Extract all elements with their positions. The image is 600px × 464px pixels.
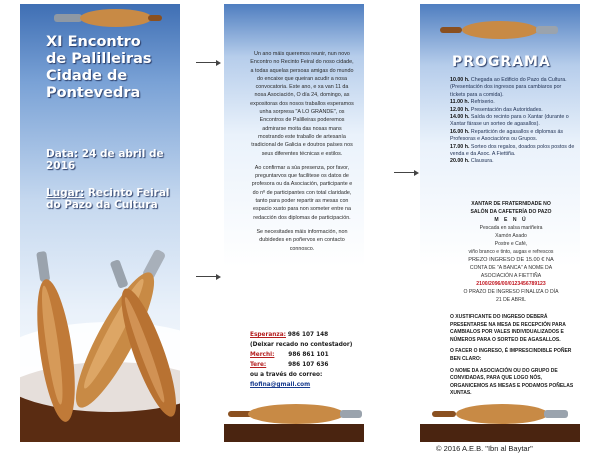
deadline-line: O PRAZO DE INGRESO FINALIZA O DÍA [463,289,559,295]
note-paragraph: O FACER O INGRESO, É IMPRESCINDIBLE POÑER BEN CLARO: [450,348,572,362]
brochure-program-panel [420,4,580,442]
schedule-list [450,77,575,166]
schedule-text: Chegada ao Edificio do Pazo da Cultura. (Presentación dos ingresos para cambiaros por tíckets para a comida). [450,77,567,98]
menu-item: Postre e Café, [494,241,528,247]
venue-value: Recinto Feiral do Pazo da Cultura [46,187,170,211]
schedule-text: Refrixerio. [470,99,495,106]
contact-value: ou a través do correo: [250,372,323,378]
contact-row [250,330,354,340]
copyright-notice: © 2016 A.E.B. "Ibn al Baytar" [436,444,533,453]
decorative-base [224,424,364,442]
event-venue [46,187,176,211]
event-date [46,148,176,172]
contact-label: Tere: [250,362,267,368]
bobbin-image [224,402,364,426]
schedule-time: 20.00 h. [450,158,470,165]
contact-label: Esperanza: [250,332,286,338]
schedule-text: Clausura. [470,158,494,165]
price-line: PREZO INGRESO DE 15.00 € NA [468,257,554,263]
schedule-item [450,77,575,99]
invitation-paragraph: Se necesitades máis información, non dubidedes en poñervos en contacto connosco. [256,228,348,252]
bank-account: 2100/2096/00/0123456789123 [476,281,546,287]
bobbin-image [440,18,560,42]
payment-notes [450,314,575,402]
bobbin-image [430,402,570,426]
contact-value: (Deixar recado no contestador) [250,342,353,348]
contact-row [250,380,354,390]
arrow-icon [196,276,218,277]
deadline-line: 21 DE ABRIL [495,297,526,303]
bobbins-illustration [20,240,180,440]
schedule-time: 10.00 h. [450,77,470,83]
contact-row [250,340,354,350]
menu-title: M E N Ú [494,217,528,223]
brochure-info-panel [224,4,364,442]
menu-heading: SALÓN DA CAFETERÍA DO PAZO [470,209,552,215]
note-paragraph: O NOME DA ASOCIACIÓN OU DO GRUPO DE CONVIDADAS, PARA QUE LOGO NÓS, ORGANICEMOS AS MESAS E PODAMOS POÑELAS XUNTAS. [450,367,574,397]
invitation-text [250,50,354,253]
venue-label: Lugar: [46,187,85,199]
title-line: XI Encontro [46,34,141,50]
schedule-text: Sorteo dos regalos, doados polos postos de venda e da Asoc. A Fiettiña. [450,143,575,158]
contact-value: 986 107 636 [288,362,329,368]
date-value: 24 de abril de 2016 [46,148,164,172]
contact-label: Merchi: [250,352,275,358]
contact-row [250,360,354,370]
event-title [46,34,176,102]
decorative-base [420,424,580,442]
program-title: PROGRAMA [452,54,551,70]
brochure-cover-panel [20,4,180,442]
title-line: Cidade de [46,68,128,84]
schedule-time: 12.00 h. [450,106,470,113]
price-line: ASOCIACIÓN A FIETTIÑA [480,273,542,279]
schedule-item [450,158,575,165]
menu-item: Xamón Asado [495,233,527,239]
contact-value: 986 107 148 [287,332,329,338]
title-line: Pontevedra [46,85,141,101]
date-label: Data: [46,148,79,160]
contact-email[interactable]: flofina@gmail.com [250,382,311,388]
arrow-icon [394,172,416,173]
contact-row [250,350,354,360]
arrow-icon [196,62,218,63]
schedule-item [450,99,575,106]
schedule-time: 14.00 h. [450,114,470,121]
contact-value: 986 861 101 [288,352,329,358]
schedule-time: 16.00 h. [450,128,470,135]
schedule-item [450,129,575,144]
schedule-item [450,107,575,114]
invitation-paragraph: Ao confirmar a súa presenza, por favor, preguntarvos que facilitese os datos de profesora ou da Asociación, participante e do nº de participantes con total claridade, tanto para poder repartir as mesas con espacio xusto para non someter entre na redacción dos diplomas de participación. [251,164,353,221]
schedule-text: Saída do recinto para o Xantar (durante o Xantar fárase un sorteo de agasallos). [450,114,569,128]
title-line: de Palilleiras [46,51,152,67]
lunch-menu [446,200,576,304]
menu-item: viño branco e tinto, augas e refrescos [468,249,554,255]
schedule-text: Repartición de agasallos e diplomas ás Profesoras e Asociacións ou Grupos. [450,128,564,143]
contact-row [250,370,354,380]
bobbin-image [54,4,164,30]
contact-list [250,330,354,390]
schedule-item [450,114,575,129]
note-paragraph: O XUSTIFICANTE DO INGRESO DEBERÁ PRESENTARSE NA MESA DE RECEPCIÓN PARA CAMBIALOS POR VALES INDIVIDUALIZADOS E NÚMEROS PARA O SORTEO DE AGASALLOS. [450,314,566,343]
invitation-paragraph: Un ano máis queremos reunir, nun novo Encontro no Recinto Feiral do noso cidade, a todas aquelas persoas amigas do mundo do encaixe que queiran acudir a nosa convocatoria. Este ano, e xa van 11 da nosa Asociación, O día 24, domingo, as expositoras dos nosos traballos esperamos unha sorpresa "A LO GRANDE", os Encontros de Palilleiras poderemos admirarse moita das nosas mans mostrando este traballo de artesanía tradicional de Galicia e doutros países nos seus diferentes técnicas e estilos. [250,51,354,157]
schedule-item [450,144,575,159]
schedule-time: 17.00 h. [450,143,470,150]
schedule-time: 11.00 h. [450,99,470,106]
menu-heading: XANTAR DE FRATERNIDADE NO [471,201,551,207]
price-line: CONTA DE "A BANCA" A NOME DA [469,265,553,271]
menu-item: Pescada en salsa mariñeira [479,225,543,231]
schedule-text: Presentación das Autoridades. [470,106,543,113]
